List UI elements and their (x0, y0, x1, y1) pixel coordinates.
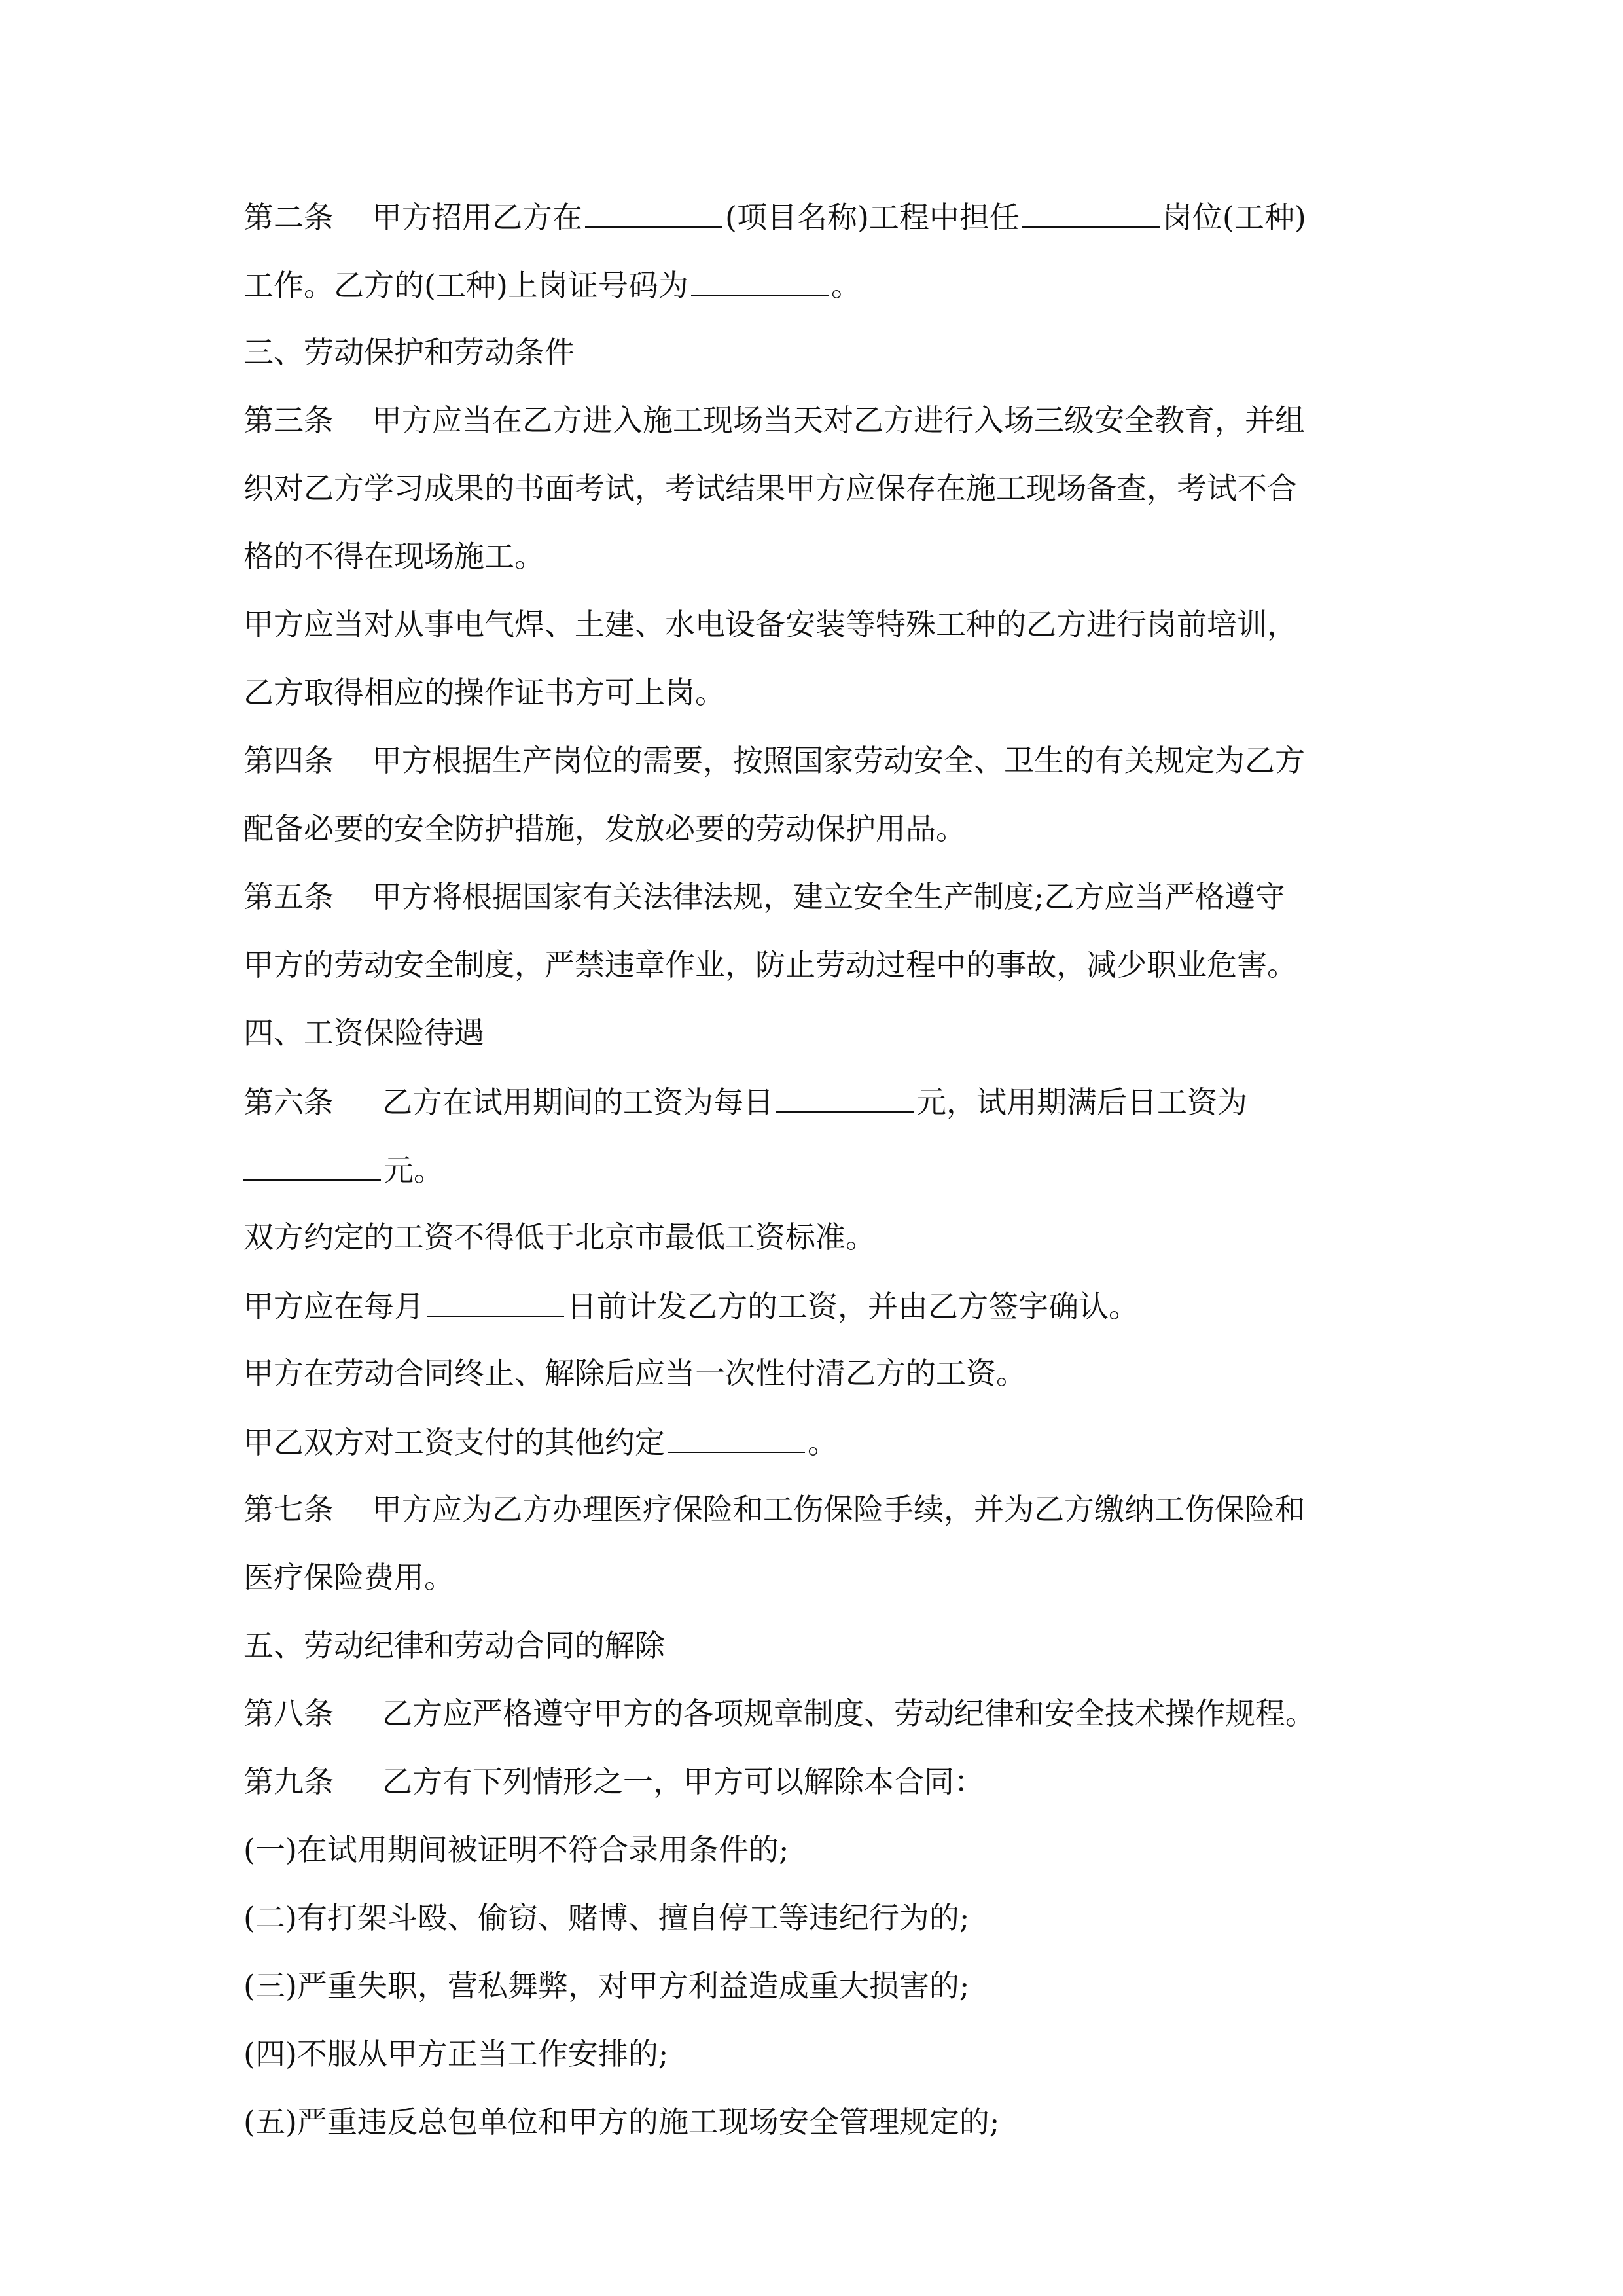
text-segment: 织对乙方学习成果的书面考试，考试结果甲方应保存在施工现场备查，考试不合 (243, 471, 1297, 506)
text-segment: 医疗保险费用。 (243, 1560, 454, 1595)
section-title: 五、劳动纪律和劳动合同的解除 (243, 1628, 665, 1663)
text-segment: 甲方将根据国家有关法律法规，建立安全生产制度;乙方应当严格遵守 (372, 879, 1285, 914)
list-item (243, 2034, 668, 2073)
text-segment: 甲方应当在乙方进入施工现场当天对乙方进行入场三级安全教育，并组 (372, 403, 1305, 438)
text-segment: 岗位(工种) (1162, 200, 1306, 235)
fill-in-blank (427, 1285, 564, 1317)
article-4-line-1 (243, 741, 1305, 780)
fill-in-blank (691, 264, 829, 296)
article-6-line-1 (243, 1081, 1247, 1121)
text-segment: (四)不服从甲方正当工作安排的; (243, 2036, 669, 2072)
text-segment: 甲方根据生产岗位的需要，按照国家劳动安全、卫生的有关规定为乙方 (372, 743, 1305, 778)
article-4-line-2 (243, 809, 966, 848)
text-segment: 元，试用期满后日工资为 (916, 1085, 1247, 1120)
paragraph-line (243, 1285, 1139, 1325)
fill-in-blank (1022, 196, 1160, 228)
text-segment: 格的不得在现场施工。 (243, 539, 544, 574)
text-segment: (五)严重违反总包单位和甲方的施工现场安全管理规定的; (243, 2104, 1000, 2140)
list-item (243, 1966, 969, 2005)
article-5-line-2 (243, 945, 1297, 984)
text-segment: (项目名称)工程中担任 (725, 200, 1020, 235)
fill-in-blank (776, 1081, 914, 1113)
article-3-line-2 (243, 469, 1297, 508)
text-segment: 甲方应在每月 (243, 1289, 424, 1324)
article-number: 第七条 (243, 1492, 334, 1527)
article-7-line-1 (243, 1490, 1305, 1529)
article-5-line-1 (243, 877, 1285, 916)
paragraph-line (243, 1354, 1026, 1393)
text-segment: 。 (830, 268, 861, 303)
text-segment: 元。 (383, 1153, 444, 1188)
article-2-line-1 (243, 196, 1306, 236)
text-segment: 双方约定的工资不得低于北京市最低工资标准。 (243, 1219, 876, 1255)
article-7-line-2 (243, 1558, 454, 1597)
text-segment: 甲方招用乙方在 (372, 200, 582, 235)
text-segment: (二)有打架斗殴、偷窃、赌博、擅自停工等违纪行为的; (243, 1900, 970, 1935)
article-number: 第四条 (243, 743, 334, 778)
text-segment: 乙方取得相应的操作证书方可上岗。 (243, 675, 725, 710)
article-8-line (243, 1694, 1315, 1733)
text-segment: 。 (808, 1425, 838, 1460)
text-segment: 甲方应为乙方办理医疗保险和工伤保险手续，并为乙方缴纳工伤保险和 (372, 1492, 1305, 1527)
section-heading (243, 1013, 484, 1052)
article-6-line-2 (243, 1149, 444, 1189)
article-number: 第九条 (243, 1764, 334, 1799)
section-title: 四、工资保险待遇 (243, 1015, 484, 1050)
section-heading (243, 1626, 665, 1665)
text-segment: 甲方在劳动合同终止、解除后应当一次性付清乙方的工资。 (243, 1355, 1026, 1391)
list-item (243, 1898, 969, 1937)
article-2-line-2 (243, 264, 861, 304)
text-segment: (三)严重失职，营私舞弊，对甲方利益造成重大损害的; (243, 1968, 970, 2003)
article-number: 第六条 (243, 1085, 334, 1120)
text-segment: 甲乙双方对工资支付的其他约定 (243, 1425, 665, 1460)
paragraph-line (243, 1217, 876, 1257)
article-9-line (243, 1762, 984, 1801)
list-item (243, 1830, 789, 1869)
text-segment: 乙方应严格遵守甲方的各项规章制度、劳动纪律和安全技术操作规程。 (382, 1696, 1315, 1731)
paragraph-line (243, 1422, 838, 1461)
text-segment: 甲方应当对从事电气焊、土建、水电设备安装等特殊工种的乙方进行岗前培训， (243, 607, 1297, 642)
fill-in-blank (585, 196, 722, 228)
fill-in-blank (668, 1422, 805, 1453)
paragraph-line (243, 673, 725, 712)
section-title: 三、劳动保护和劳动条件 (243, 334, 575, 370)
article-number: 第二条 (243, 200, 334, 235)
text-segment: (一)在试用期间被证明不符合录用条件的; (243, 1832, 789, 1867)
text-segment: 配备必要的安全防护措施，发放必要的劳动保护用品。 (243, 811, 966, 846)
text-segment: 甲方的劳动安全制度，严禁违章作业，防止劳动过程中的事故，减少职业危害。 (243, 947, 1297, 982)
article-3-line-1 (243, 401, 1305, 440)
article-number: 第三条 (243, 403, 334, 438)
text-segment: 乙方在试用期间的工资为每日 (382, 1085, 774, 1120)
text-segment: 乙方有下列情形之一，甲方可以解除本合同： (382, 1764, 984, 1799)
paragraph-line (243, 605, 1297, 644)
fill-in-blank (243, 1149, 381, 1181)
text-segment: 日前计发乙方的工资，并由乙方签字确认。 (567, 1289, 1139, 1324)
list-item (243, 2102, 999, 2142)
section-heading (243, 332, 575, 372)
text-segment: 工作。乙方的(工种)上岗证号码为 (243, 268, 688, 303)
article-number: 第五条 (243, 879, 334, 914)
article-3-line-3 (243, 537, 544, 576)
article-number: 第八条 (243, 1696, 334, 1731)
